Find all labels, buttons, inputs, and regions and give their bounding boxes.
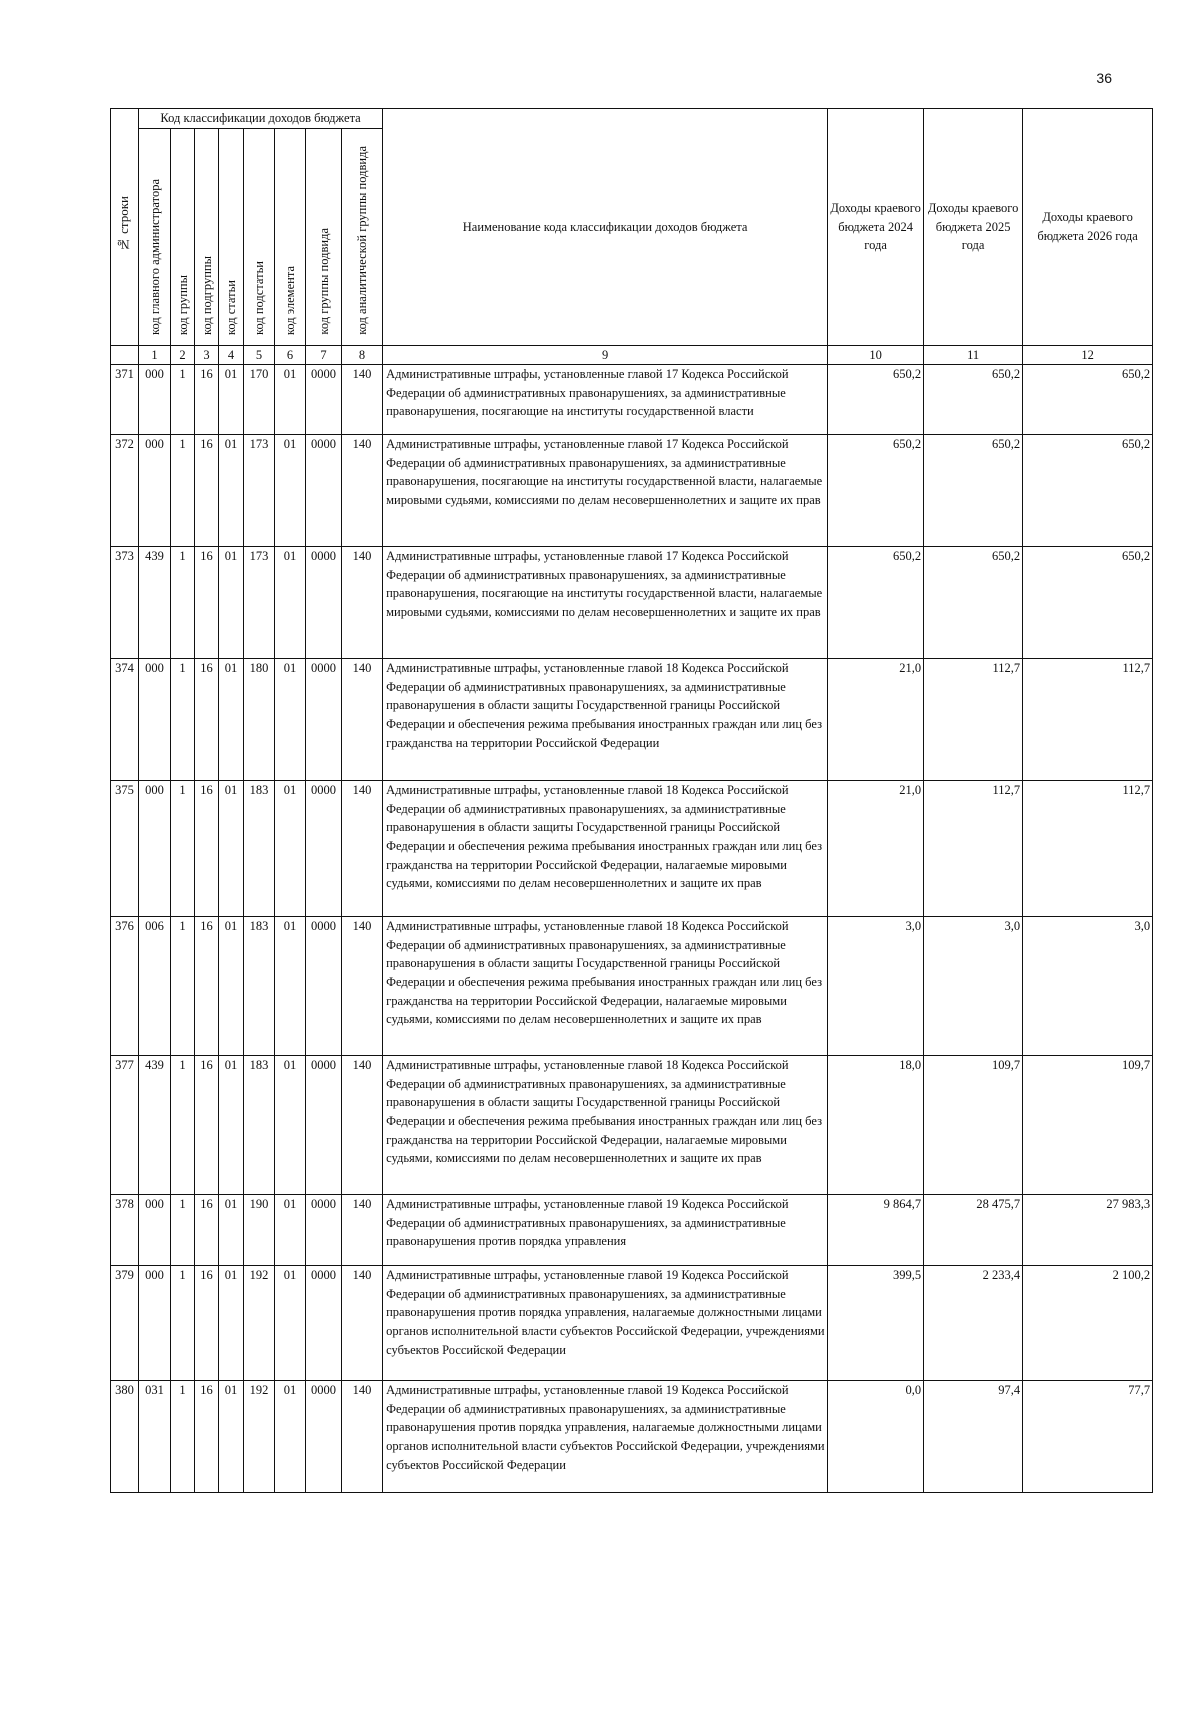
column-numbers-row [111,345,1153,365]
income-2024-cell: 21,0 [828,659,924,781]
income-2024-cell: 650,2 [828,547,924,659]
income-2025-cell: 650,2 [924,435,1023,547]
code-admin-cell: 000 [139,1195,171,1266]
code-group-cell: 1 [171,435,195,547]
row-number-cell: 373 [111,547,139,659]
table-row [111,547,1153,659]
code-group-cell: 1 [171,1056,195,1195]
income-2024-cell: 399,5 [828,1266,924,1381]
code-admin-cell: 031 [139,1381,171,1493]
column-number: 7 [306,345,342,365]
income-2026-cell: 650,2 [1023,547,1153,659]
table-row [111,1266,1153,1381]
column-number: 11 [924,345,1023,365]
income-2024-cell: 650,2 [828,365,924,435]
income-name-cell: Административные штрафы, установленные главой 17 Кодекса Российской Федерации об административных правонарушениях, за административные правонарушения, посягающие на институты государственной власти, налагаемые мировыми судьями, комиссиями по делам несовершеннолетних и защите их прав [383,547,828,659]
code-subgroup-cell: 16 [195,1056,219,1195]
code-subtype-group-cell: 0000 [306,659,342,781]
income-2025-cell: 112,7 [924,781,1023,917]
code-element-cell: 01 [275,1195,306,1266]
income-2025-cell: 650,2 [924,365,1023,435]
header-code-admin: код главного администратора [139,128,171,345]
code-subgroup-cell: 16 [195,435,219,547]
code-analytic-group-cell: 140 [342,1195,383,1266]
income-2026-cell: 77,7 [1023,1381,1153,1493]
budget-income-table [110,108,1153,1493]
header-code-analytic-group: код аналитической группы подвида [342,128,383,345]
code-group-cell: 1 [171,659,195,781]
column-number: 10 [828,345,924,365]
table-row [111,1195,1153,1266]
row-number-cell: 380 [111,1381,139,1493]
code-subtype-group-cell: 0000 [306,1195,342,1266]
code-subarticle-cell: 183 [244,917,275,1056]
header-code-article: код статьи [219,128,244,345]
income-name-cell: Административные штрафы, установленные главой 18 Кодекса Российской Федерации об административных правонарушениях, за административные правонарушения в области защиты Государственной границы Российской Федерации и обеспечения режима пребывания иностранных граждан или лиц без гражданства на территории Российской Федерации [383,659,828,781]
code-subgroup-cell: 16 [195,1381,219,1493]
income-name-cell: Административные штрафы, установленные главой 17 Кодекса Российской Федерации об административных правонарушениях, за административные правонарушения, посягающие на институты государственной власти, налагаемые мировыми судьями, комиссиями по делам несовершеннолетних и защите их прав [383,435,828,547]
code-admin-cell: 000 [139,1266,171,1381]
code-group-cell: 1 [171,365,195,435]
table-row [111,435,1153,547]
header-name-column: Наименование кода классификации доходов бюджета [383,109,828,346]
table-row [111,1056,1153,1195]
column-number: 5 [244,345,275,365]
column-number: 8 [342,345,383,365]
header-row-number: № строки [111,109,139,346]
code-group-cell: 1 [171,1266,195,1381]
income-2024-cell: 9 864,7 [828,1195,924,1266]
row-number-cell: 378 [111,1195,139,1266]
header-code-subgroup: код подгруппы [195,128,219,345]
income-2025-cell: 109,7 [924,1056,1023,1195]
code-group-cell: 1 [171,547,195,659]
code-subgroup-cell: 16 [195,781,219,917]
income-2024-cell: 0,0 [828,1381,924,1493]
code-element-cell: 01 [275,659,306,781]
header-income-2026: Доходы краевого бюджета 2026 года [1023,109,1153,346]
code-subgroup-cell: 16 [195,659,219,781]
code-group-cell: 1 [171,781,195,917]
code-article-cell: 01 [219,1056,244,1195]
code-subarticle-cell: 183 [244,1056,275,1195]
table-body [111,365,1153,1493]
code-subgroup-cell: 16 [195,365,219,435]
code-article-cell: 01 [219,547,244,659]
code-analytic-group-cell: 140 [342,365,383,435]
code-analytic-group-cell: 140 [342,547,383,659]
income-name-cell: Административные штрафы, установленные главой 17 Кодекса Российской Федерации об административных правонарушениях, за административные правонарушения, посягающие на институты государственной власти [383,365,828,435]
income-name-cell: Административные штрафы, установленные главой 19 Кодекса Российской Федерации об административных правонарушениях, за административные правонарушения против порядка управления [383,1195,828,1266]
code-article-cell: 01 [219,1195,244,1266]
code-subtype-group-cell: 0000 [306,365,342,435]
income-2024-cell: 3,0 [828,917,924,1056]
code-subarticle-cell: 190 [244,1195,275,1266]
income-2025-cell: 2 233,4 [924,1266,1023,1381]
code-subtype-group-cell: 0000 [306,1266,342,1381]
column-number: 4 [219,345,244,365]
code-subgroup-cell: 16 [195,1266,219,1381]
code-element-cell: 01 [275,1056,306,1195]
code-article-cell: 01 [219,1266,244,1381]
code-element-cell: 01 [275,917,306,1056]
code-group-cell: 1 [171,917,195,1056]
code-subtype-group-cell: 0000 [306,435,342,547]
code-element-cell: 01 [275,781,306,917]
row-number-cell: 376 [111,917,139,1056]
code-subtype-group-cell: 0000 [306,781,342,917]
income-name-cell: Административные штрафы, установленные главой 18 Кодекса Российской Федерации об административных правонарушениях, за административные правонарушения в области защиты Государственной границы Российской Федерации и обеспечения режима пребывания иностранных граждан или лиц без гражданства на территории Российской Федерации, налагаемые мировыми судьями, комиссиями по делам несовершеннолетних и защите их прав [383,781,828,917]
income-2025-cell: 28 475,7 [924,1195,1023,1266]
header-code-group: код группы [171,128,195,345]
table-row [111,1381,1153,1493]
header-income-2024: Доходы краевого бюджета 2024 года [828,109,924,346]
income-2026-cell: 27 983,3 [1023,1195,1153,1266]
column-number: 9 [383,345,828,365]
code-element-cell: 01 [275,547,306,659]
income-2025-cell: 112,7 [924,659,1023,781]
table-row [111,781,1153,917]
code-group-cell: 1 [171,1381,195,1493]
code-article-cell: 01 [219,659,244,781]
header-code-element: код элемента [275,128,306,345]
income-2026-cell: 109,7 [1023,1056,1153,1195]
code-analytic-group-cell: 140 [342,1056,383,1195]
row-number-cell: 372 [111,435,139,547]
column-number: 12 [1023,345,1153,365]
income-2026-cell: 2 100,2 [1023,1266,1153,1381]
code-element-cell: 01 [275,365,306,435]
income-2024-cell: 18,0 [828,1056,924,1195]
code-analytic-group-cell: 140 [342,1266,383,1381]
income-2025-cell: 3,0 [924,917,1023,1056]
code-subgroup-cell: 16 [195,547,219,659]
income-2024-cell: 650,2 [828,435,924,547]
code-analytic-group-cell: 140 [342,781,383,917]
code-admin-cell: 000 [139,659,171,781]
code-analytic-group-cell: 140 [342,435,383,547]
code-subgroup-cell: 16 [195,1195,219,1266]
code-article-cell: 01 [219,917,244,1056]
row-number-cell: 374 [111,659,139,781]
row-number-cell: 379 [111,1266,139,1381]
income-name-cell: Административные штрафы, установленные главой 18 Кодекса Российской Федерации об административных правонарушениях, за административные правонарушения в области защиты Государственной границы Российской Федерации и обеспечения режима пребывания иностранных граждан или лиц без гражданства на территории Российской Федерации, налагаемые мировыми судьями, комиссиями по делам несовершеннолетних и защите их прав [383,1056,828,1195]
code-admin-cell: 439 [139,547,171,659]
column-number: 6 [275,345,306,365]
row-number-cell: 377 [111,1056,139,1195]
code-admin-cell: 000 [139,435,171,547]
code-admin-cell: 000 [139,365,171,435]
code-subarticle-cell: 173 [244,435,275,547]
row-number-cell: 371 [111,365,139,435]
code-article-cell: 01 [219,365,244,435]
code-subarticle-cell: 192 [244,1381,275,1493]
row-number-cell: 375 [111,781,139,917]
code-admin-cell: 439 [139,1056,171,1195]
page-number: 36 [1096,70,1112,86]
income-name-cell: Административные штрафы, установленные главой 19 Кодекса Российской Федерации об административных правонарушениях, за административные правонарушения против порядка управления, налагаемые должностными лицами органов исполнительной власти субъектов Российской Федерации, учреждениями субъектов Российской Федерации [383,1381,828,1493]
column-number: 2 [171,345,195,365]
column-number [111,345,139,365]
code-subarticle-cell: 170 [244,365,275,435]
code-element-cell: 01 [275,1266,306,1381]
code-article-cell: 01 [219,781,244,917]
income-name-cell: Административные штрафы, установленные главой 18 Кодекса Российской Федерации об административных правонарушениях, за административные правонарушения в области защиты Государственной границы Российской Федерации и обеспечения режима пребывания иностранных граждан или лиц без гражданства на территории Российской Федерации, налагаемые мировыми судьями, комиссиями по делам несовершеннолетних и защите их прав [383,917,828,1056]
code-analytic-group-cell: 140 [342,659,383,781]
header-income-2025: Доходы краевого бюджета 2025 года [924,109,1023,346]
code-admin-cell: 000 [139,781,171,917]
income-2026-cell: 112,7 [1023,659,1153,781]
income-2025-cell: 97,4 [924,1381,1023,1493]
code-subgroup-cell: 16 [195,917,219,1056]
code-group-cell: 1 [171,1195,195,1266]
code-subarticle-cell: 173 [244,547,275,659]
income-2026-cell: 3,0 [1023,917,1153,1056]
code-element-cell: 01 [275,1381,306,1493]
code-analytic-group-cell: 140 [342,917,383,1056]
code-subarticle-cell: 183 [244,781,275,917]
table-row [111,659,1153,781]
header-code-subtype-group: код группы подвида [306,128,342,345]
table-row [111,917,1153,1056]
income-2024-cell: 21,0 [828,781,924,917]
header-classification-group: Код классификации доходов бюджета [139,109,383,129]
income-2025-cell: 650,2 [924,547,1023,659]
code-article-cell: 01 [219,435,244,547]
code-subtype-group-cell: 0000 [306,547,342,659]
code-element-cell: 01 [275,435,306,547]
header-code-subarticle: код подстатьи [244,128,275,345]
income-2026-cell: 650,2 [1023,365,1153,435]
table-row [111,365,1153,435]
column-number: 1 [139,345,171,365]
code-subtype-group-cell: 0000 [306,1381,342,1493]
income-2026-cell: 650,2 [1023,435,1153,547]
code-subarticle-cell: 192 [244,1266,275,1381]
income-name-cell: Административные штрафы, установленные главой 19 Кодекса Российской Федерации об административных правонарушениях, за административные правонарушения против порядка управления, налагаемые должностными лицами органов исполнительной власти субъектов Российской Федерации, учреждениями субъектов Российской Федерации [383,1266,828,1381]
income-2026-cell: 112,7 [1023,781,1153,917]
code-article-cell: 01 [219,1381,244,1493]
code-subtype-group-cell: 0000 [306,917,342,1056]
code-subtype-group-cell: 0000 [306,1056,342,1195]
column-number: 3 [195,345,219,365]
code-admin-cell: 006 [139,917,171,1056]
code-subarticle-cell: 180 [244,659,275,781]
code-analytic-group-cell: 140 [342,1381,383,1493]
